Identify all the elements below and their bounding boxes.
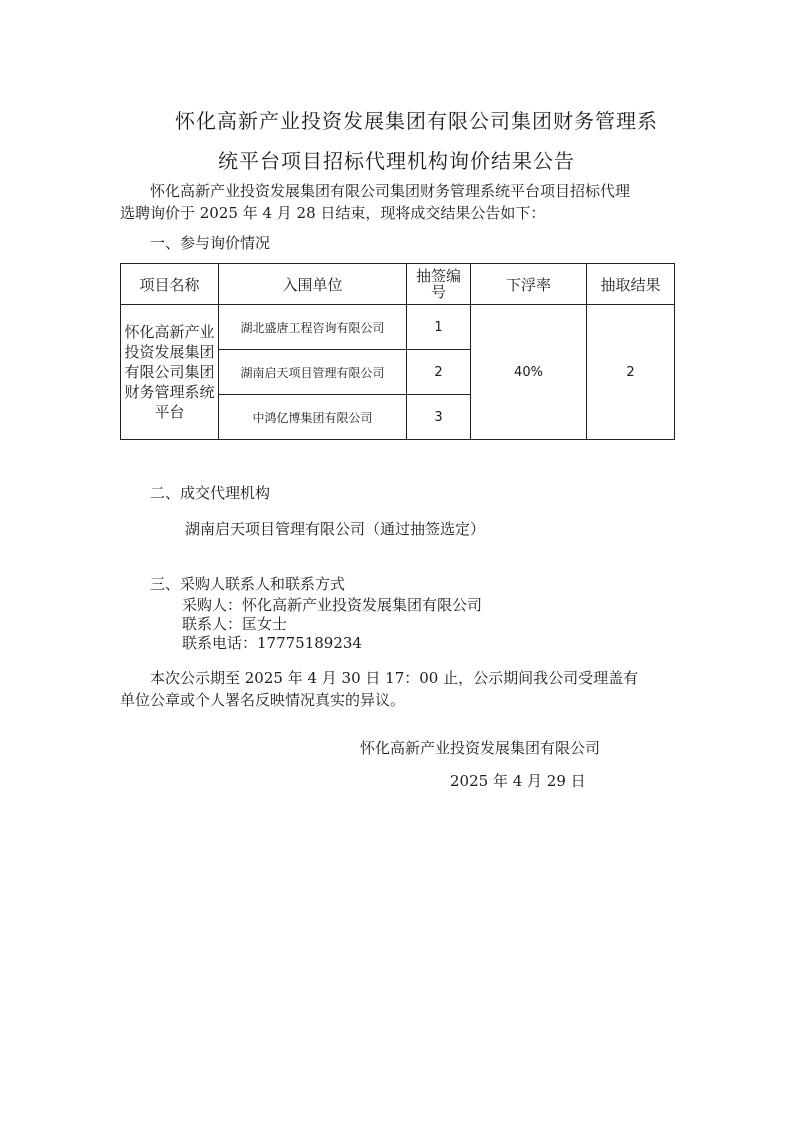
intro-line2: 选聘询价于 2025 年 4 月 28 日结束，现将成交结果公告如下： [120, 204, 546, 222]
section1-heading: 一、参与询价情况 [150, 234, 271, 252]
intro-line1: 怀化高新产业投资发展集团有限公司集团财务管理系统平台项目招标代理 [150, 182, 631, 200]
section2-heading: 二、成交代理机构 [150, 484, 271, 502]
table-row [121, 305, 675, 350]
page-title-line2: 统平台项目招标代理机构询价结果公告 [218, 149, 575, 173]
selected-agency: 湖南启天项目管理有限公司（通过抽签选定） [185, 520, 486, 538]
notice-line2: 单位公章或个人署名反映情况真实的异议。 [120, 691, 406, 709]
signature-date: 2025 年 4 月 29 日 [450, 772, 586, 790]
signature-company: 怀化高新产业投资发展集团有限公司 [360, 739, 601, 757]
draw-number-cell: 3 [407, 395, 471, 440]
header-unit: 入围单位 [219, 264, 407, 305]
page-title-line1: 怀化高新产业投资发展集团有限公司集团财务管理系 [175, 109, 658, 133]
unit-cell: 湖北盛唐工程咨询有限公司 [219, 305, 407, 350]
unit-cell: 中鸿亿博集团有限公司 [219, 395, 407, 440]
result-cell: 2 [587, 305, 675, 440]
header-rate: 下浮率 [471, 264, 587, 305]
draw-number-cell: 1 [407, 305, 471, 350]
contact-phone: 联系电话：17775189234 [182, 634, 362, 652]
header-result: 抽取结果 [587, 264, 675, 305]
section3-heading: 三、采购人联系人和联系方式 [150, 575, 346, 593]
project-name-cell: 怀化高新产业投资发展集团有限公司集团财务管理系统平台 [121, 305, 219, 440]
table-header-row [121, 264, 675, 305]
notice-line1: 本次公示期至 2025 年 4 月 30 日 17：00 止，公示期间我公司受理盖有 [150, 669, 639, 687]
inquiry-table [120, 263, 675, 440]
contact-person: 联系人：匡女士 [182, 615, 288, 633]
unit-cell: 湖南启天项目管理有限公司 [219, 350, 407, 395]
header-draw-number: 抽签编 号 [407, 264, 471, 305]
draw-number-cell: 2 [407, 350, 471, 395]
rate-cell: 40% [471, 305, 587, 440]
header-project: 项目名称 [121, 264, 219, 305]
purchaser: 采购人：怀化高新产业投资发展集团有限公司 [182, 596, 483, 614]
